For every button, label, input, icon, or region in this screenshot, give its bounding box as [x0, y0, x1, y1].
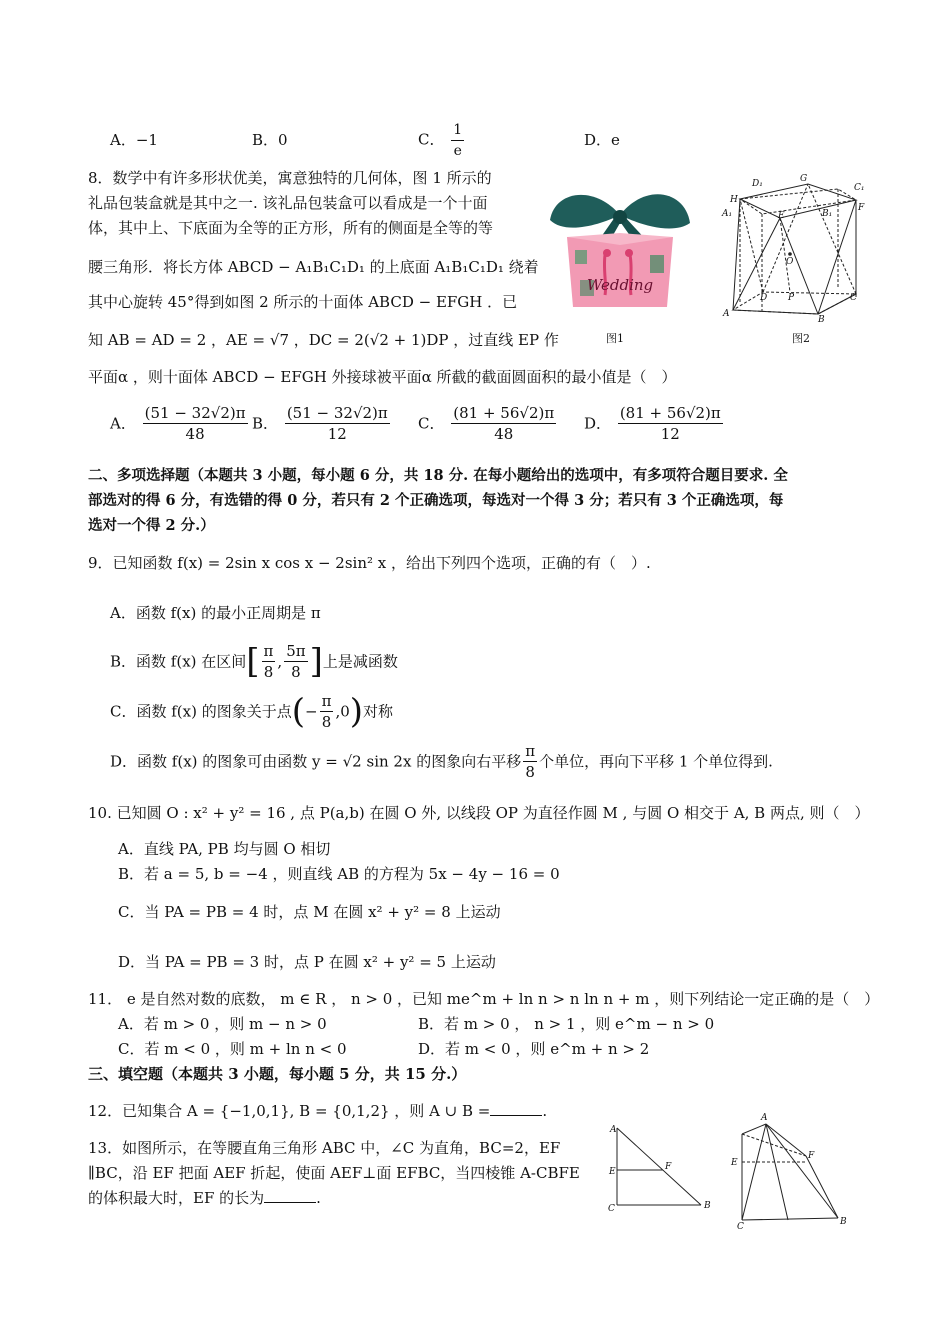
q13-line-3-post: . — [316, 1189, 321, 1207]
q11-option-a: A．若 m > 0 ，则 m − n > 0 — [118, 1015, 327, 1033]
section3-heading: 三、填空题（本题共 3 小题，每小题 5 分，共 15 分.） — [88, 1065, 467, 1083]
q7-option-d: D．e — [584, 131, 620, 149]
fig2-label-p: P — [788, 293, 795, 303]
q9-b-frac2 — [284, 641, 307, 682]
q13-line-2: ∥BC，沿 EF 把面 AEF 折起，使面 AEF⊥面 EFBC，当四棱锥 A-CBFE — [88, 1164, 580, 1182]
fig-right-label-e: E — [731, 1158, 738, 1168]
comma-zero: ,0 — [335, 702, 350, 721]
q11-option-c: C．若 m < 0 ，则 m + ln n < 0 — [118, 1040, 347, 1058]
fraction-denominator: 48 — [185, 425, 205, 443]
q13-pyramid-figure — [728, 1110, 853, 1230]
q11-option-b: B．若 m > 0 ， n > 1 ，则 e^m − n > 0 — [418, 1015, 715, 1033]
q9-b-pre: B．函数 f(x) 在区间 — [110, 652, 247, 671]
fig2-label-f: F — [858, 203, 865, 213]
fig-left-label-b: B — [704, 1201, 711, 1211]
fraction-denominator: 8 — [291, 663, 301, 681]
q7-option-b: B．0 — [252, 131, 288, 149]
minus-sign: − — [305, 702, 318, 721]
fig2-label-g: G — [800, 174, 808, 184]
q12-answer-blank[interactable] — [490, 1101, 542, 1116]
option-label: D． — [584, 414, 612, 433]
fig2-label-o: O — [786, 257, 794, 267]
fraction-numerator: (81 + 56√2)π — [619, 404, 721, 422]
q8-line-6: 知 AB = AD = 2 ，AE = √7 ，DC = 2(√2 + 1)DP ，过直线 EP 作 — [88, 331, 559, 349]
q13-line-3 — [88, 1188, 321, 1208]
q10-stem: 10. 已知圆 O : x² + y² = 16 , 点 P(a,b) 在圆 O 外, 以线段 OP 为直径作圆 M , 与圆 O 相交于 A, B 两点, 则（ ） — [88, 804, 870, 822]
fraction-denominator: 8 — [321, 713, 332, 731]
fig2-label-d: D — [760, 293, 768, 303]
q9-d-post: 个单位，再向下平移 1 个单位得到. — [539, 752, 773, 771]
option-label: A． — [110, 414, 136, 433]
q9-c-frac — [320, 691, 334, 732]
fraction-numerator: 1 — [451, 120, 464, 141]
paren-left: ( — [291, 691, 305, 732]
fig2-label-a1: A₁ — [722, 209, 733, 219]
option-fraction — [143, 403, 248, 444]
q9-c-post: 对称 — [363, 702, 394, 721]
fig2-label-e: E — [778, 211, 785, 221]
q9-option-d — [110, 741, 773, 782]
q10-option-d: D．当 PA = PB = 3 时，点 P 在圆 x² + y² = 5 上运动 — [118, 953, 496, 971]
fraction-numerator: π — [321, 692, 332, 710]
q8-line-7: 平面α ，则十面体 ABCD − EFGH 外接球被平面α 所截的截面圆面积的最小值是（ ） — [88, 368, 677, 386]
option-label: B． — [252, 414, 279, 433]
q11-option-d: D．若 m < 0 ，则 e^m + n > 2 — [418, 1040, 650, 1058]
box-wedding-text: Wedding — [586, 276, 654, 294]
comma: , — [277, 652, 283, 671]
q13-line-1: 13．如图所示，在等腰直角三角形 ABC 中，∠C 为直角，BC=2，EF — [88, 1139, 561, 1157]
q7-option-a: A．−1 — [110, 131, 158, 149]
bracket-left: [ — [246, 641, 260, 682]
fig-right-label-c: C — [737, 1222, 744, 1230]
q9-option-b — [110, 641, 398, 682]
q13-triangle-figure — [605, 1120, 715, 1220]
section2-line-1: 二、多项选择题（本题共 3 小题，每小题 6 分，共 18 分. 在每小题给出的选项中，有多项符合题目要求. 全 — [88, 467, 788, 484]
fig2-label-c1: C₁ — [854, 183, 865, 193]
q9-c-pre: C．函数 f(x) 的图象关于点 — [110, 702, 292, 721]
fig-right-label-a: A — [761, 1113, 768, 1123]
fraction-numerator: 5π — [286, 642, 306, 660]
q8-line-3: 体，其中上、下底面为全等的正方形，所有的侧面是全等的等 — [88, 219, 494, 237]
q9-option-c — [110, 691, 393, 732]
q7-option-c — [418, 120, 466, 161]
q8-option-b — [252, 403, 392, 444]
q9-d-pre: D．函数 f(x) 的图象可由函数 y = √2 sin 2x 的图象向右平移 — [110, 752, 522, 771]
section2-line-2: 部选对的得 6 分，有选错的得 0 分，若只有 2 个正确选项，每选对一个得 3 分；若只有 3 个正确选项，每 — [88, 492, 784, 509]
fraction-numerator: (81 + 56√2)π — [453, 404, 555, 422]
fraction-numerator: (51 − 32√2)π — [286, 404, 388, 422]
fraction-numerator: π — [525, 742, 536, 760]
fraction-denominator: 8 — [525, 763, 535, 781]
fig-left-label-f: F — [665, 1162, 672, 1172]
q8-option-d — [584, 403, 725, 444]
fraction-denominator: e — [453, 143, 462, 159]
fig-left-label-c: C — [608, 1204, 615, 1214]
q9-option-a: A．函数 f(x) 的最小正周期是 π — [110, 604, 321, 622]
q12-post: . — [542, 1102, 548, 1120]
q9-b-frac1 — [262, 641, 276, 682]
q10-option-c: C．当 PA = PB = 4 时，点 M 在圆 x² + y² = 8 上运动 — [118, 903, 501, 921]
fig-right-label-f: F — [808, 1151, 815, 1161]
q9-stem: 9．已知函数 f(x) = 2sin x cos x − 2sin² x ，给出下列四个选项，正确的有（ ）. — [88, 554, 651, 572]
fig2-label-a: A — [723, 309, 730, 319]
q12-text — [88, 1101, 547, 1121]
fig2-label-d1: D₁ — [752, 179, 763, 189]
fig2-label-b: B — [818, 315, 825, 322]
fraction-denominator: 8 — [263, 663, 274, 681]
fraction-denominator: 12 — [327, 425, 347, 443]
q7-option-c-label: C． — [418, 130, 445, 149]
fraction-numerator: π — [263, 642, 274, 660]
option-fraction — [618, 403, 723, 444]
q9-b-post: 上是减函数 — [322, 652, 398, 671]
bracket-right: ] — [309, 641, 323, 682]
fraction-denominator: 12 — [660, 425, 680, 443]
q10-option-a: A．直线 PA, PB 均与圆 O 相切 — [118, 840, 331, 858]
q8-option-a — [110, 403, 250, 444]
q8-line-1: 8．数学中有许多形状优美，寓意独特的几何体，图 1 所示的 — [88, 169, 492, 187]
decahedron-figure — [718, 172, 873, 322]
fig-left-label-a: A — [610, 1125, 617, 1135]
fig-left-label-e: E — [609, 1167, 616, 1177]
fraction-denominator: 48 — [494, 425, 514, 443]
section2-line-3: 选对一个得 2 分.） — [88, 517, 215, 534]
paren-right: ) — [349, 691, 364, 732]
option-label: C． — [418, 414, 445, 433]
fig2-label-c: C — [850, 293, 857, 303]
fig2-label-b1: B₁ — [822, 209, 833, 219]
fig1-caption: 图1 — [606, 332, 624, 345]
q8-line-2: 礼品包装盒就是其中之一. 该礼品包装盒可以看成是一个十面 — [88, 194, 488, 212]
q11-stem: 11． e 是自然对数的底数， m ∈ R ， n > 0 ，已知 me^m + ln n > n ln n + m ，则下列结论一定正确的是（ ） — [88, 990, 880, 1008]
q12-pre: 12．已知集合 A = {−1,0,1}, B = {0,1,2} ，则 A ∪ B = — [88, 1102, 491, 1120]
q8-line-5: 其中心旋转 45°得到如图 2 所示的十面体 ABCD − EFGH ．已 — [88, 293, 518, 311]
fig2-label-h: H — [730, 195, 738, 205]
q8-line-4: 腰三角形．将长方体 ABCD − A₁B₁C₁D₁ 的上底面 A₁B₁C₁D₁ 绕着 — [88, 258, 539, 276]
gift-box-figure — [545, 175, 695, 320]
q10-option-b: B．若 a = 5, b = −4 ，则直线 AB 的方程为 5x − 4y − 16 = 0 — [118, 865, 560, 883]
option-fraction — [451, 403, 556, 444]
fraction-numerator: (51 − 32√2)π — [144, 404, 246, 422]
q8-option-c — [418, 403, 558, 444]
q9-d-frac — [523, 741, 537, 782]
fig2-caption: 图2 — [792, 332, 810, 345]
q13-answer-blank[interactable] — [264, 1188, 316, 1203]
q7-option-c-fraction — [451, 120, 464, 161]
option-fraction — [285, 403, 390, 444]
fig-right-label-b: B — [840, 1217, 847, 1227]
q13-line-3-pre: 的体积最大时，EF 的长为 — [88, 1189, 265, 1207]
